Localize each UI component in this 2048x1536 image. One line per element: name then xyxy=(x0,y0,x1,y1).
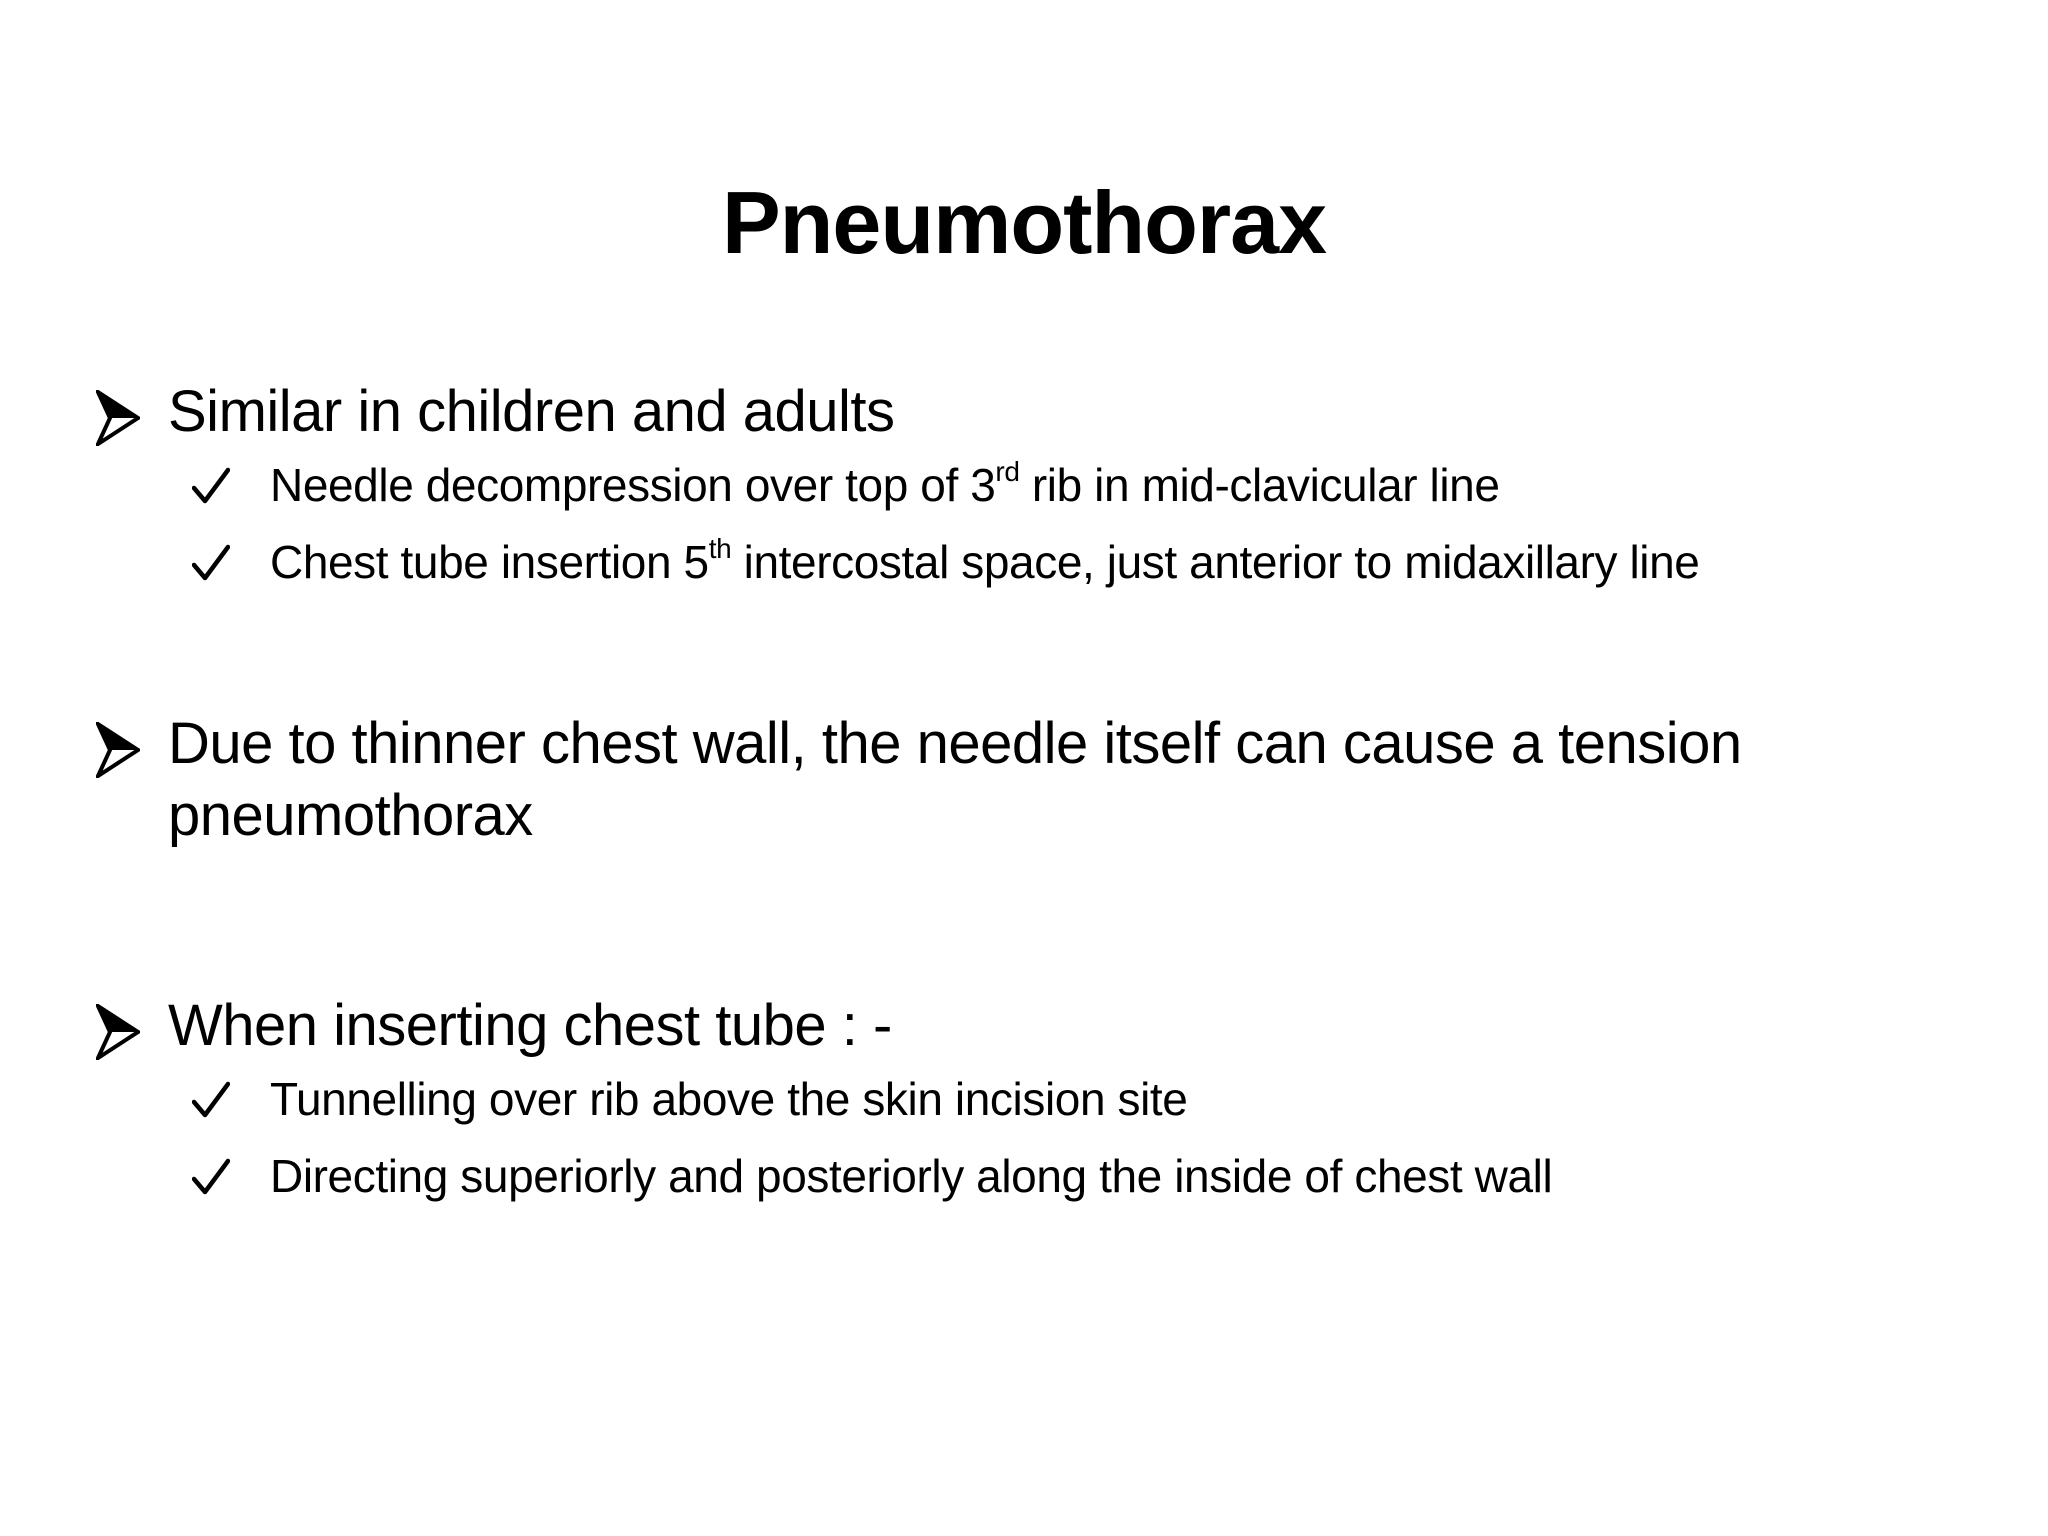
sub-item xyxy=(192,529,1976,606)
arrow-bullet-icon xyxy=(96,722,140,778)
bullet-item xyxy=(96,708,1976,852)
superscript: rd xyxy=(995,455,1020,487)
sub-list xyxy=(192,452,1976,606)
sub-item xyxy=(192,452,1976,529)
arrow-bullet-icon xyxy=(96,390,140,446)
arrow-bullet-icon xyxy=(96,1004,140,1060)
sub-item xyxy=(192,1066,1976,1143)
slide-title: Pneumothorax xyxy=(721,173,1327,272)
check-icon xyxy=(192,466,230,506)
sub-item-text: Tunnelling over rib above the skin incision site xyxy=(270,1073,1188,1125)
check-icon xyxy=(192,543,230,583)
check-icon xyxy=(192,1080,230,1120)
check-icon xyxy=(192,1157,230,1197)
sub-item xyxy=(192,1143,1976,1220)
sub-item-text: Needle decompression over top of 3rd rib in mid-clavicular line xyxy=(270,455,1500,511)
bullet-text: Due to thinner chest wall, the needle itself can cause a tension pneumothorax xyxy=(168,711,1742,848)
bullet-item xyxy=(96,990,1976,1220)
bullet-text: When inserting chest tube : - xyxy=(168,993,892,1058)
superscript: th xyxy=(708,532,732,564)
sub-item-text: Directing superiorly and posteriorly along the inside of chest wall xyxy=(270,1150,1553,1202)
sub-list xyxy=(192,1066,1976,1220)
sub-item-text: Chest tube insertion 5th intercostal space, just anterior to midaxillary line xyxy=(270,532,1700,588)
bullet-text: Similar in children and adults xyxy=(168,379,895,444)
bullet-item xyxy=(96,376,1976,606)
